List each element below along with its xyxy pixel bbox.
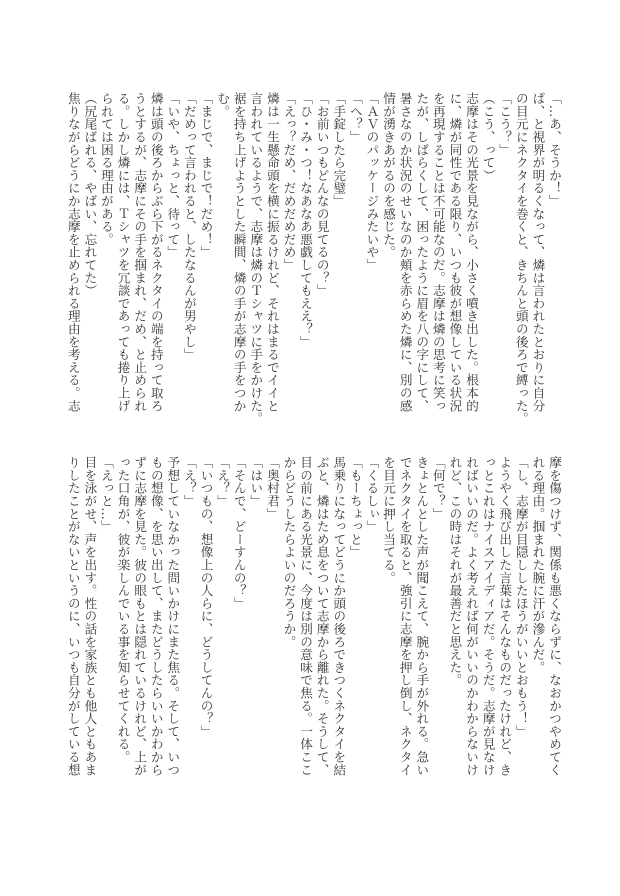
text-column: 「え？」 bbox=[215, 456, 231, 508]
text-column: 「何で？」 bbox=[430, 456, 446, 520]
text-column: ぶと、燐はため息をついて志摩から離れた。そうして、 bbox=[314, 456, 330, 776]
text-column: む。 bbox=[215, 92, 231, 118]
text-column: もの想像、を思い出して、またどうしたらいいかわから bbox=[148, 456, 164, 776]
text-column: 「へ？」 bbox=[347, 92, 363, 144]
text-column: 「いや、ちょっと、待って」 bbox=[165, 92, 181, 259]
text-column: れど、この時はそれが最善だと思えた。 bbox=[447, 456, 463, 687]
text-column: からどうしたらよいのだろうか。 bbox=[281, 456, 297, 648]
text-column: に、燐が同性である限り、いつも彼が想像している状況 bbox=[447, 92, 463, 412]
text-column: 「いつもの、想像上の人らに、どうしてんの？」 bbox=[198, 456, 214, 738]
text-column: りしたことがないというのに、いつも自分がしている想 bbox=[65, 456, 81, 776]
text-column: 裾を持ち上げようとした瞬間、燐の手が志摩の手をつか bbox=[231, 92, 247, 412]
text-column: 燐は頭の後ろからぶら下がるネクタイの端を持って取ろ bbox=[148, 92, 164, 412]
text-column: うとするが、志摩にその手を掴まれ、だめ、と止められ bbox=[132, 92, 148, 412]
text-column: 志摩はその光景を見ながら、小さく噴き出した。根本的 bbox=[464, 92, 480, 412]
lower-text-block bbox=[62, 456, 562, 801]
text-column: 「そんで、どーすんの？」 bbox=[231, 456, 247, 610]
text-column: 「ＡＶのパッケージみたいや」 bbox=[364, 92, 380, 272]
text-column: 「えっと…」 bbox=[98, 456, 114, 533]
text-column: 「もーちょっと」 bbox=[347, 456, 363, 559]
text-column: 「こう？」 bbox=[497, 92, 513, 156]
text-column: （こう、って） bbox=[480, 92, 496, 182]
text-column: ずに志摩を見た。彼の眼もとは隠れているけれど、上が bbox=[132, 456, 148, 776]
text-column: 摩を傷つけず、関係も悪くならずに、なおかつやめてく bbox=[547, 456, 562, 776]
text-column: 「奥村君」 bbox=[264, 456, 280, 520]
text-column: られては困る理由がある。 bbox=[98, 92, 114, 246]
text-column: 情が湧きあがるのを感じた。 bbox=[381, 92, 397, 259]
text-column: 言われているようで、志摩は燐のＴシャツに手をかけた。 bbox=[248, 92, 264, 425]
text-column: れる理由。掴まれた腕に汗が滲んだ。 bbox=[530, 456, 546, 674]
text-column: 「えっ？だめ、だめだめだめ」 bbox=[281, 92, 297, 272]
text-column: 「手錠したら完璧」 bbox=[331, 92, 347, 208]
text-column: （尻尾ばれる、やばい、忘れてた） bbox=[82, 92, 98, 297]
text-column: 「はい」 bbox=[248, 456, 264, 508]
text-column: 予想していなかった問いかけにまた焦る。そして、いつ bbox=[165, 456, 181, 776]
text-column: たが、しばらくして、困ったように眉を八の字にして、 bbox=[414, 92, 430, 412]
text-column: 「まじで、まじで！だめ！」 bbox=[198, 92, 214, 259]
text-column: 「え？」 bbox=[181, 456, 197, 508]
text-column: 「し、志摩が目隠ししたほうがいいとおもう！」 bbox=[513, 456, 529, 738]
text-column: 目を泳がせ、声を出す。性の話を家族とも他人ともあま bbox=[82, 456, 98, 776]
text-column: 「…あ、そうか！」 bbox=[547, 92, 562, 208]
text-column: 「お前いつもどんなの見てるの？」 bbox=[314, 92, 330, 297]
text-column: る。しかし燐には、Ｔシャツを冗談であっても捲り上げ bbox=[115, 92, 131, 412]
text-column: 「だめって言われると、したなるんが男やし」 bbox=[181, 92, 197, 361]
text-column: を再現することは不可能なのだ。志摩は燐の思考に笑っ bbox=[430, 92, 446, 412]
text-column: 「ひ・み・つ！なあなあ悪戯してもええ？」 bbox=[298, 92, 314, 348]
text-column: 焦りながらどうにか志摩を止められる理由を考える。志 bbox=[65, 92, 81, 412]
text-column: っとこれはナイスアイディアだ。そうだ。志摩が見なけ bbox=[480, 456, 496, 776]
text-column: 目の前にある光景に、今度は別の意味で焦る。一体ここ bbox=[298, 456, 314, 776]
text-column: 燐は一生懸命頭を横に振るけれど、それはまるでイイと bbox=[264, 92, 280, 412]
text-column: の目元にネクタイを巻くと、きちんと頭の後ろで縛った。 bbox=[513, 92, 529, 425]
text-column: 馬乗りになってどうにか頭の後ろできつくネクタイを結 bbox=[331, 456, 347, 776]
text-column: 暑さなのか状況のせいなのか頬を赤らめた燐に、別の感 bbox=[397, 92, 413, 412]
text-column: を目元に押し当てる。 bbox=[381, 456, 397, 584]
text-column: きょとんとした声が聞こえて、腕から手が外れる。急い bbox=[414, 456, 430, 776]
text-column: 「くるしぃ」 bbox=[364, 456, 380, 533]
text-column: ぱ、と視界が明るくなって、燐は言われたとおりに自分 bbox=[530, 92, 546, 412]
text-column: ようやく飛び出した言葉はそんなものだったけれど、き bbox=[497, 456, 513, 776]
text-column: った口角が、彼が楽しんでいる事を知らせてくれる。 bbox=[115, 456, 131, 764]
upper-text-block bbox=[62, 92, 562, 437]
text-column: ればいいのだ。よく考えれば何がいいのかわからないけ bbox=[464, 456, 480, 776]
text-column: でネクタイを取ると、強引に志摩を押し倒し、ネクタイ bbox=[397, 456, 413, 776]
